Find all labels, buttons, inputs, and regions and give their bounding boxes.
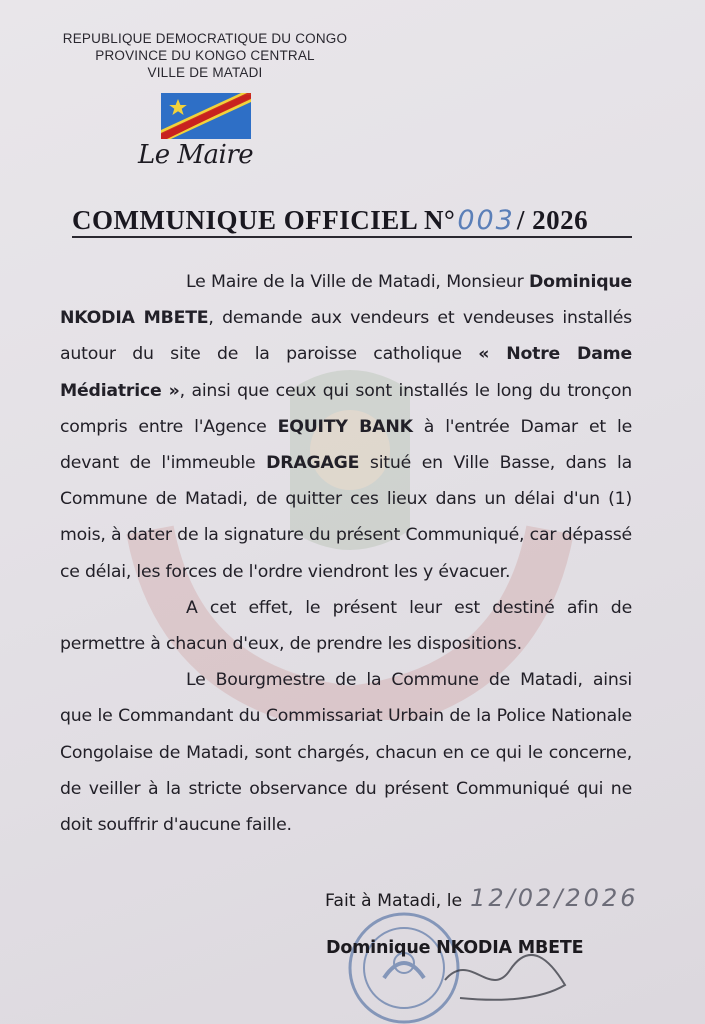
building-name: DRAGAGE [266, 453, 360, 474]
signoff-place: Fait à Matadi, le [325, 891, 463, 911]
p1-text-4: à l'entrée Damar et le devant de l'immeuble [60, 416, 632, 474]
parish-name: « Notre Dame Médiatrice » [60, 344, 632, 401]
p1-text-3: , ainsi que ceux qui sont installés le long du tronçon compris entre l'Agence [60, 380, 632, 437]
signoff-date: 12/02/2026 [470, 884, 639, 912]
paragraph-3: Le Bourgmestre de la Commune de Matadi, ainsi que le Commandant du Commissariat Urbain de la Police Nationale Congolaise de Matadi, sont chargés, chacun en ce qui le concerne, de veiller à la stricte observance du présent Communiqué qui ne doit souffrir d'aucune faille. [60, 670, 632, 836]
letterhead-province: PROVINCE DU KONGO CENTRAL [95, 48, 315, 63]
communique-body [60, 264, 632, 843]
paragraph-1 [60, 264, 632, 590]
drc-flag-icon [161, 93, 251, 139]
communique-number: 003 [457, 205, 515, 236]
title-year: / 2026 [516, 205, 589, 235]
letterhead-country: REPUBLIQUE DEMOCRATIQUE DU CONGO [62, 31, 348, 46]
office-signature-title: Le Maire [138, 140, 254, 170]
bank-name: EQUITY BANK [277, 416, 413, 437]
p1-text-1: Le Maire de la Ville de Matadi, Monsieur [186, 272, 530, 292]
mayor-name: Dominique NKODIA MBETE [60, 272, 632, 329]
p1-text-5: situé en Ville Basse, dans la Commune de Matadi, de quitter ces lieux dans un délai d'un (1) mois, à dater de la signature du présent Communiqué, car dépassé ce délai, les forces de l'ordre viendront les y évacuer. [60, 453, 632, 582]
handwritten-signature-icon [440, 940, 570, 1010]
letterhead [40, 30, 370, 81]
signatory-name: Dominique NKODIA MBETE [326, 938, 584, 958]
paragraph-2: A cet effet, le présent leur est destiné afin de permettre à chacun d'eux, de prendre les dispositions. [60, 597, 632, 655]
title-prefix: COMMUNIQUE OFFICIEL N° [72, 205, 456, 235]
p1-text-2: , demande aux vendeurs et vendeuses installés autour du site de la paroisse catholique [60, 308, 632, 365]
communique-title [72, 205, 588, 236]
letterhead-city: VILLE DE MATADI [147, 65, 263, 80]
title-underline [72, 236, 632, 238]
